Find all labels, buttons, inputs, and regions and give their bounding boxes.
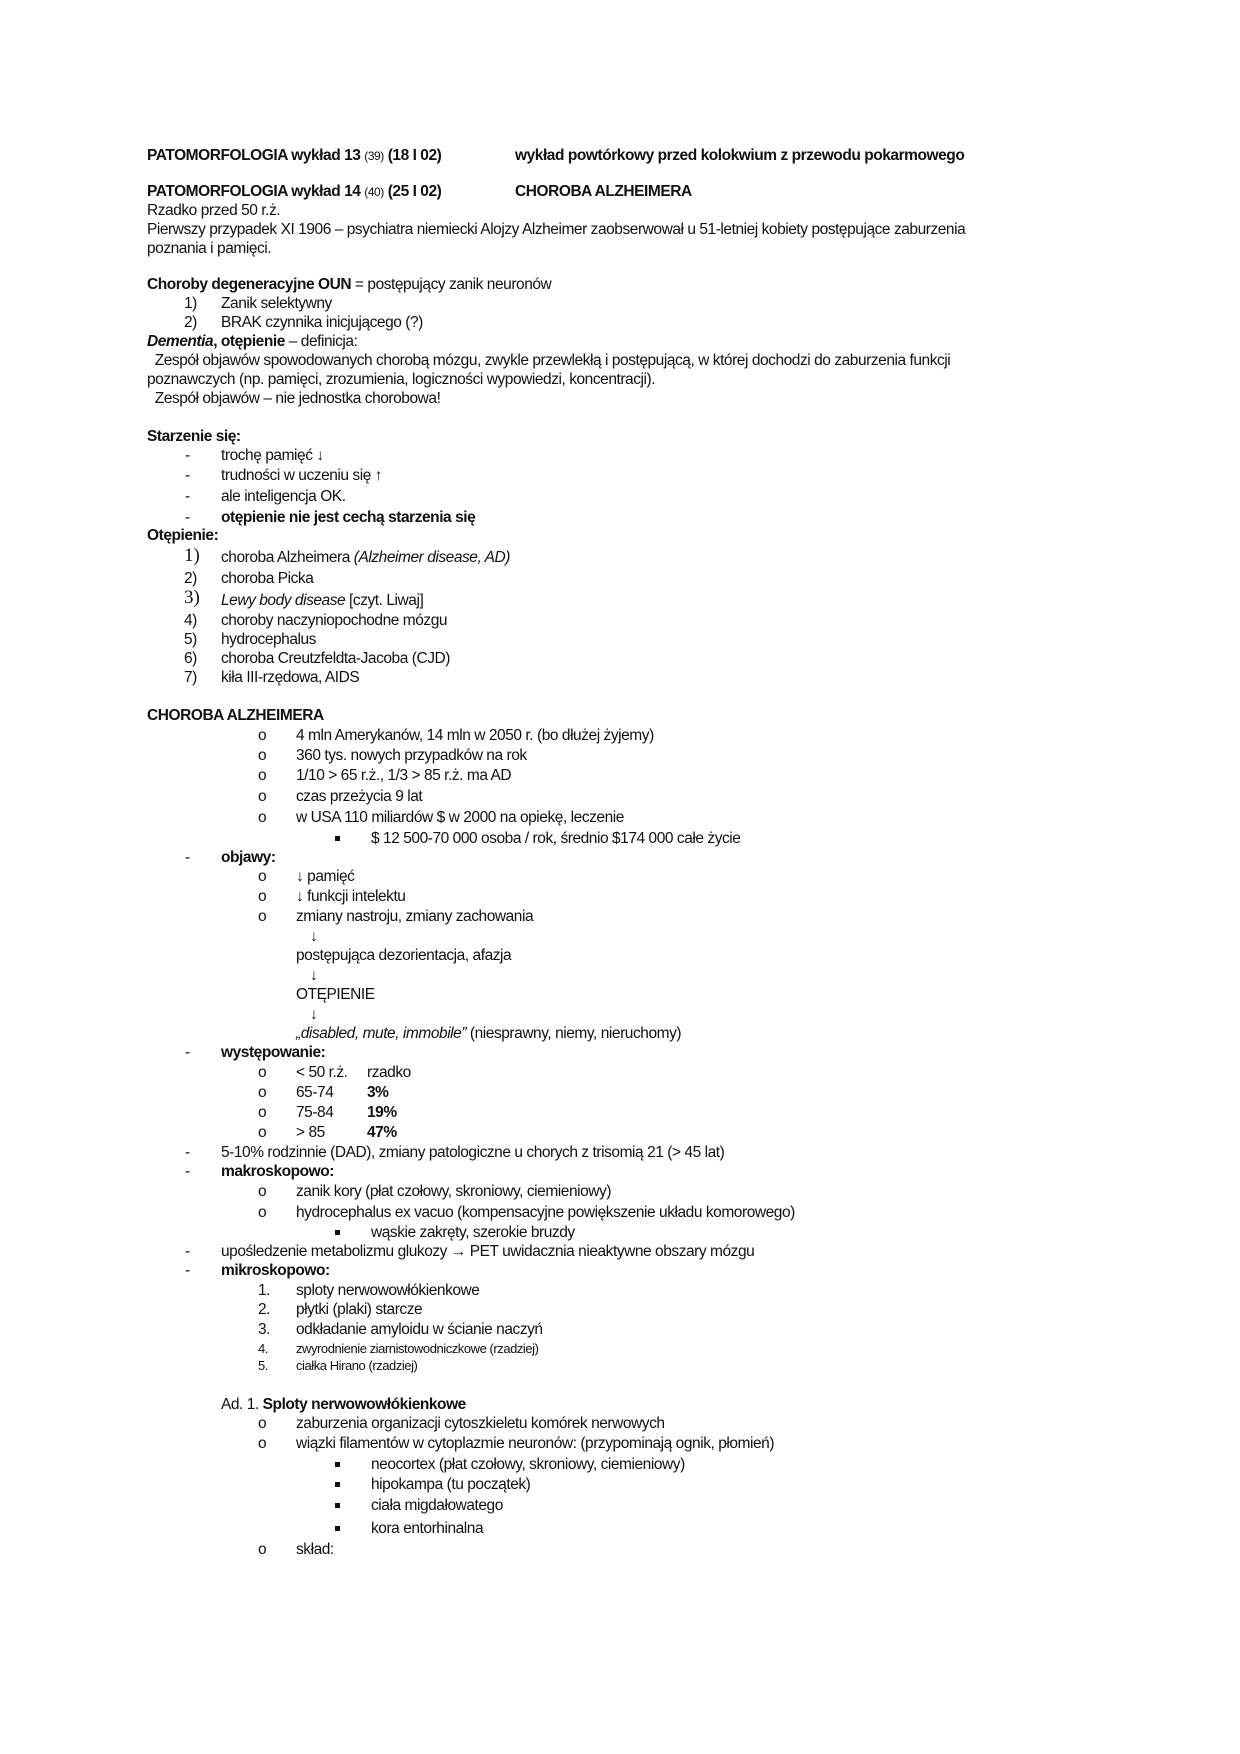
dash-marker: - xyxy=(185,849,190,866)
dementia-def-1: Zespół objawów spowodowanych chorobą mózgu, zwykle przewlekłą i postępującą, w której dochodzi do zaburzenia funkcji xyxy=(147,352,951,369)
square-bullet xyxy=(335,1497,340,1515)
down-arrow-icon: ↓ xyxy=(310,967,318,984)
list-item: trochę pamięć ↓ xyxy=(221,447,324,464)
occurrence-value: rzadko xyxy=(367,1064,411,1081)
list-item: zwyrodnienie ziarnistowodniczkowe (rzadziej) xyxy=(296,1341,539,1356)
dash-marker: - xyxy=(185,1243,190,1260)
dash-marker: - xyxy=(185,1262,190,1279)
list-marker: 4. xyxy=(258,1341,268,1356)
lecture-14-topic: CHOROBA ALZHEIMERA xyxy=(515,183,692,200)
list-marker: 7) xyxy=(184,669,197,686)
degenerative-heading xyxy=(147,276,551,294)
circle-bullet: o xyxy=(258,868,267,885)
occurrence-age: 75-84 xyxy=(296,1104,334,1121)
circle-bullet: o xyxy=(258,1064,267,1081)
list-item: hydrocephalus ex vacuo (kompensacyjne powiększenie układu komorowego) xyxy=(296,1204,795,1221)
list-item: płytki (plaki) starcze xyxy=(296,1301,423,1318)
circle-bullet: o xyxy=(258,908,267,925)
dementia-heading xyxy=(147,333,357,351)
square-bullet xyxy=(335,1224,340,1242)
ad1-title: Sploty nerwowowłókienkowe xyxy=(262,1396,466,1413)
list-marker: 3) xyxy=(184,587,200,608)
list-marker: 2. xyxy=(258,1301,271,1318)
list-item: czas przeżycia 9 lat xyxy=(296,788,423,805)
lecture-14-date: (25 I 02) xyxy=(387,183,442,200)
dementia-term-pl: , otępienie xyxy=(213,333,285,350)
list-item: hydrocephalus xyxy=(221,631,316,648)
micro-title: mikroskopowo: xyxy=(221,1262,330,1279)
circle-bullet: o xyxy=(258,1084,267,1101)
list-item: kora entorhinalna xyxy=(371,1520,484,1537)
lecture-14-title: PATOMORFOLOGIA wykład 14 xyxy=(147,183,361,200)
final-rest: (niesprawny, niemy, nieruchomy) xyxy=(466,1025,682,1042)
ad1-prefix: Ad. 1. xyxy=(221,1396,263,1413)
item-text: choroba Alzheimera xyxy=(221,549,354,566)
list-marker: 2) xyxy=(184,314,197,331)
aging-title: Starzenie się: xyxy=(147,428,241,445)
dash-marker: - xyxy=(185,488,190,505)
list-item: choroba Picka xyxy=(221,570,314,587)
ad1-heading xyxy=(221,1396,466,1414)
list-item: otępienie nie jest cechą starzenia się xyxy=(221,509,476,526)
lecture-13-num: (39) xyxy=(364,149,384,163)
circle-bullet: o xyxy=(258,767,267,784)
list-item: kiła III-rzędowa, AIDS xyxy=(221,669,360,686)
item-italic: Lewy body disease xyxy=(221,592,346,609)
degenerative-title: Choroby degeneracyjne OUN xyxy=(147,276,352,293)
occurrence-title: występowanie: xyxy=(221,1044,326,1061)
chain-step: OTĘPIENIE xyxy=(296,986,375,1003)
circle-bullet: o xyxy=(258,1124,267,1141)
macro-title: makroskopowo: xyxy=(221,1163,335,1180)
list-item: neocortex (płat czołowy, skroniowy, ciemieniowy) xyxy=(371,1456,685,1473)
dash-marker: - xyxy=(185,1163,190,1180)
intro-line-1: Rzadko przed 50 r.ż. xyxy=(147,202,281,219)
list-marker: 6) xyxy=(184,650,197,667)
dash-marker: - xyxy=(185,1144,190,1161)
list-item: ciała migdałowatego xyxy=(371,1497,503,1514)
list-item: BRAK czynnika inicjującego (?) xyxy=(221,314,423,331)
list-marker: 5) xyxy=(184,631,197,648)
list-item: $ 12 500-70 000 osoba / rok, średnio $174 000 całe życie xyxy=(371,830,741,847)
list-item: wąskie zakręty, szerokie bruzdy xyxy=(371,1224,575,1241)
familial-note: 5-10% rodzinnie (DAD), zmiany patologiczne u chorych z trisomią 21 (> 45 lat) xyxy=(221,1144,725,1161)
circle-bullet: o xyxy=(258,747,267,764)
list-marker: 5. xyxy=(258,1358,268,1373)
list-marker: 2) xyxy=(184,570,197,587)
lecture-13-heading xyxy=(147,147,441,165)
lecture-14-num: (40) xyxy=(364,185,384,199)
degenerative-desc: = postępujący zanik neuronów xyxy=(351,276,552,293)
circle-bullet: o xyxy=(258,788,267,805)
dash-marker: - xyxy=(185,1044,190,1061)
square-bullet xyxy=(335,1476,340,1494)
occurrence-value: 3% xyxy=(367,1084,389,1101)
list-item: sploty nerwowowłókienkowe xyxy=(296,1282,480,1299)
list-item: hipokampa (tu początek) xyxy=(371,1476,531,1493)
list-item: odkładanie amyloidu w ścianie naczyń xyxy=(296,1321,543,1338)
down-arrow-icon: ↓ xyxy=(310,1006,318,1023)
list-item: choroby naczyniopochodne mózgu xyxy=(221,612,448,629)
item-italic: (Alzheimer disease, AD) xyxy=(353,549,510,566)
intro-line-3: poznania i pamięci. xyxy=(147,240,272,257)
square-bullet xyxy=(335,1520,340,1538)
circle-bullet: o xyxy=(258,1204,267,1221)
list-marker: 1) xyxy=(184,545,200,566)
list-item: 1/10 > 65 r.ż., 1/3 > 85 r.ż. ma AD xyxy=(296,767,512,784)
list-item: zmiany nastroju, zmiany zachowania xyxy=(296,908,534,925)
circle-bullet: o xyxy=(258,1415,267,1432)
list-marker: 1) xyxy=(184,295,197,312)
list-item: wiązki filamentów w cytoplazmie neuronów: (przypominają ognik, płomień) xyxy=(296,1435,775,1452)
glucose-note: upośledzenie metabolizmu glukozy → PET uwidacznia nieaktywne obszary mózgu xyxy=(221,1243,755,1260)
circle-bullet: o xyxy=(258,1541,267,1558)
list-item: zaburzenia organizacji cytoszkieletu komórek nerwowych xyxy=(296,1415,665,1432)
lecture-13-date: (18 I 02) xyxy=(387,147,442,164)
occurrence-age: 65-74 xyxy=(296,1084,334,1101)
list-marker: 3. xyxy=(258,1321,271,1338)
otepienie-title: Otępienie: xyxy=(147,527,219,544)
symptoms-title: objawy: xyxy=(221,849,276,866)
dementia-term: Dementia xyxy=(147,333,214,350)
list-item: 360 tys. nowych przypadków na rok xyxy=(296,747,527,764)
item-text: [czyt. Liwaj] xyxy=(345,592,424,609)
list-item: trudności w uczeniu się ↑ xyxy=(221,467,383,484)
occurrence-age: < 50 r.ż. xyxy=(296,1064,348,1081)
final-italic: „disabled, mute, immobile” xyxy=(296,1025,467,1042)
dash-marker: - xyxy=(185,509,190,526)
square-bullet xyxy=(335,830,340,848)
circle-bullet: o xyxy=(258,888,267,905)
list-item: ale inteligencja OK. xyxy=(221,488,346,505)
ad-title: CHOROBA ALZHEIMERA xyxy=(147,707,324,724)
list-item: ↓ funkcji intelektu xyxy=(296,888,406,905)
list-marker: 1. xyxy=(258,1282,271,1299)
list-item: choroba Creutzfeldta-Jacoba (CJD) xyxy=(221,650,450,667)
intro-line-2: Pierwszy przypadek XI 1906 – psychiatra niemiecki Alojzy Alzheimer zaobserwował u 51-letniej kobiety postępujące zaburzenia xyxy=(147,221,966,238)
list-item: skład: xyxy=(296,1541,334,1558)
chain-step: postępująca dezorientacja, afazja xyxy=(296,947,512,964)
circle-bullet: o xyxy=(258,1104,267,1121)
occurrence-value: 19% xyxy=(367,1104,397,1121)
down-arrow-icon: ↓ xyxy=(310,928,318,945)
list-item: zanik kory (płat czołowy, skroniowy, ciemieniowy) xyxy=(296,1183,612,1200)
dementia-label: – definicja: xyxy=(284,333,358,350)
list-item: ciałka Hirano (rzadziej) xyxy=(296,1358,418,1373)
list-item: w USA 110 miliardów $ w 2000 na opiekę, leczenie xyxy=(296,809,624,826)
occurrence-value: 47% xyxy=(367,1124,397,1141)
circle-bullet: o xyxy=(258,727,267,744)
list-item: 4 mln Amerykanów, 14 mln w 2050 r. (bo dłużej żyjemy) xyxy=(296,727,654,744)
list-item: Zanik selektywny xyxy=(221,295,332,312)
dash-marker: - xyxy=(185,447,190,464)
square-bullet xyxy=(335,1456,340,1474)
circle-bullet: o xyxy=(258,1183,267,1200)
chain-final xyxy=(296,1025,681,1043)
dementia-def-3: Zespół objawów – nie jednostka chorobowa! xyxy=(147,390,441,407)
lecture-13-topic: wykład powtórkowy przed kolokwium z przewodu pokarmowego xyxy=(515,147,965,164)
dementia-def-2: poznawczych (np. pamięci, zrozumienia, logiczności wypowiedzi, koncentracji). xyxy=(147,371,656,388)
circle-bullet: o xyxy=(258,809,267,826)
list-item: ↓ pamięć xyxy=(296,868,355,885)
lecture-13-title: PATOMORFOLOGIA wykład 13 xyxy=(147,147,361,164)
list-item xyxy=(221,592,423,610)
list-marker: 4) xyxy=(184,612,197,629)
occurrence-age: > 85 xyxy=(296,1124,325,1141)
list-item xyxy=(221,549,510,567)
circle-bullet: o xyxy=(258,1435,267,1452)
lecture-14-heading xyxy=(147,183,441,201)
dash-marker: - xyxy=(185,467,190,484)
